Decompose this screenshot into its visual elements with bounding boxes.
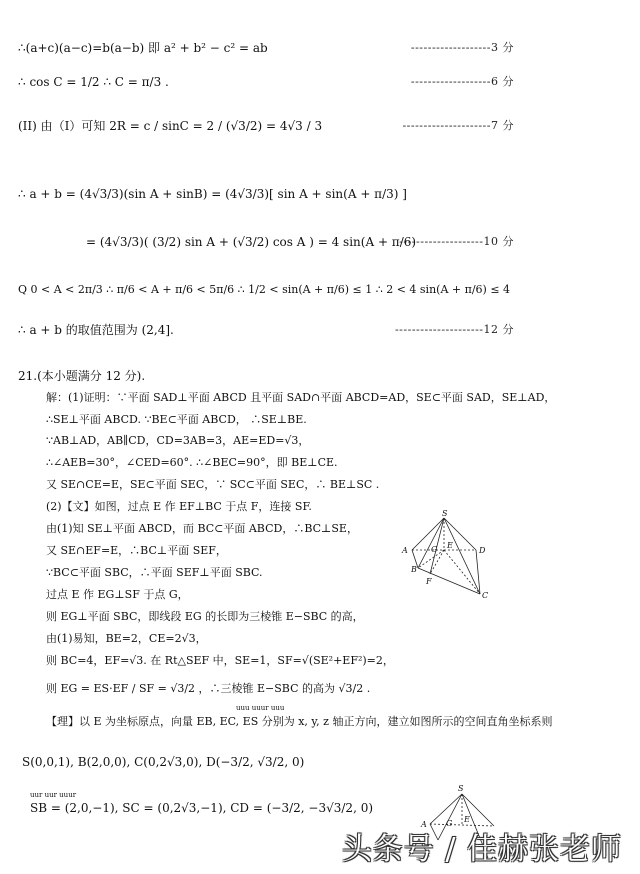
proof-text: (2)【文】如图，过点 E 作 EF⊥BC 于点 F，连接 SF. <box>46 500 312 513</box>
label-E: E <box>447 541 453 550</box>
score-mark: -------------------3 分 <box>410 41 514 54</box>
score-mark: -------------------6 分 <box>410 75 514 88</box>
proof-text: 则 EG = ES·EF / SF = √3/2 ，∴三棱锥 E−SBC 的高为 √3/2 . <box>46 682 371 695</box>
eq-text: (II) 由（I）可知 2R = c / sinC = 2 / (√3/2) = 4√3 / 3 <box>18 119 323 133</box>
proof-text: 由(1)知 SE⊥平面 ABCD，而 BC⊂平面 ABCD，∴BC⊥SE， <box>46 522 358 535</box>
label-S-2: S <box>458 784 464 793</box>
proof-text: 由(1)易知，BE=2，CE=2√3， <box>46 632 207 645</box>
proof-text: 【理】以 E 为坐标原点，向量 EB, EC, ES 分别为 x, y, z 轴正方向，建立如图所示的空间直角坐标系则 <box>46 715 553 728</box>
label-F: F <box>426 577 432 586</box>
eq-text: = (4√3/3)( (3/2) sin A + (√3/2) cos A ) = 4 sin(A + π/6) <box>86 235 417 249</box>
proof-text: 则 EG⊥平面 SBC，即线段 EG 的长即为三棱锥 E−SBC 的高， <box>46 610 364 623</box>
label-S: S <box>442 509 448 518</box>
score-mark: ---------------------12 分 <box>394 323 514 336</box>
label-A-2: A <box>421 820 427 829</box>
proof-text: 又 SE∩EF=E，∴BC⊥平面 SEF， <box>46 544 227 557</box>
proof-text: ∵AB⊥AD，AB∥CD，CD=3AB=3，AE=ED=√3， <box>46 434 310 447</box>
pyramid-figure <box>400 508 510 600</box>
vectors-text: SB = (2,0,−1), SC = (0,2√3,−1), CD = (−3/2, −3√3/2, 0) <box>30 801 374 815</box>
label-B: B <box>411 565 417 574</box>
vector-arrow-marks: uur uur uuur <box>30 791 77 799</box>
eq-text: ∴ cos C = 1/2 ∴ C = π/3 . <box>18 75 169 89</box>
section-title-text: 21.(本小题满分 12 分). <box>18 369 146 383</box>
score-mark: ---------------------7 分 <box>402 119 514 132</box>
eq-text: ∴(a+c)(a−c)=b(a−b) 即 a² + b² − c² = ab <box>18 41 268 55</box>
eq-text: ∴ a + b = (4√3/3)(sin A + sinB) = (4√3/3)[ sin A + sin(A + π/3) ] <box>18 187 407 201</box>
proof-text: ∵BC⊂平面 SBC，∴平面 SEF⊥平面 SBC. <box>46 566 263 579</box>
label-G: G <box>431 545 438 554</box>
label-C: C <box>482 591 489 600</box>
label-A: A <box>402 546 408 555</box>
proof-text: 解：(1)证明：∵平面 SAD⊥平面 ABCD 且平面 SAD∩平面 ABCD=AD，SE⊂平面 SAD，SE⊥AD， <box>46 391 556 404</box>
watermark-text: 头条号 / 佳赫张老师 <box>341 832 622 867</box>
proof-text: ∴∠AEB=30°，∠CED=60°. ∴∠BEC=90°，即 BE⊥CE. <box>46 456 338 469</box>
proof-text: 又 SE∩CE=E，SE⊂平面 SEC，∵ SC⊂平面 SEC，∴ BE⊥SC . <box>46 478 380 491</box>
proof-text: 过点 E 作 EG⊥SF 于点 G， <box>46 588 189 601</box>
eq-text: ∴ a + b 的取值范围为 (2,4]. <box>18 323 174 337</box>
coords-text: S(0,0,1), B(2,0,0), C(0,2√3,0), D(−3/2, √3/2, 0) <box>22 755 305 769</box>
score-mark: --------------------10 分 <box>399 235 514 248</box>
proof-text: 则 BC=4，EF=√3. 在 Rt△SEF 中，SE=1，SF=√(SE²+EF²)=2， <box>46 654 394 667</box>
label-G-2: G <box>446 819 453 828</box>
label-D: D <box>479 546 486 555</box>
eq-text: Q 0 < A < 2π/3 ∴ π/6 < A + π/6 < 5π/6 ∴ 1/2 < sin(A + π/6) ≤ 1 ∴ 2 < 4 sin(A + π/6) ≤ 4 <box>18 283 511 296</box>
vector-arrow-marks: uuu uuur uuu <box>236 704 285 712</box>
proof-text: ∴SE⊥平面 ABCD. ∵BE⊂平面 ABCD， ∴SE⊥BE. <box>46 413 307 426</box>
label-E-2: E <box>464 815 470 824</box>
